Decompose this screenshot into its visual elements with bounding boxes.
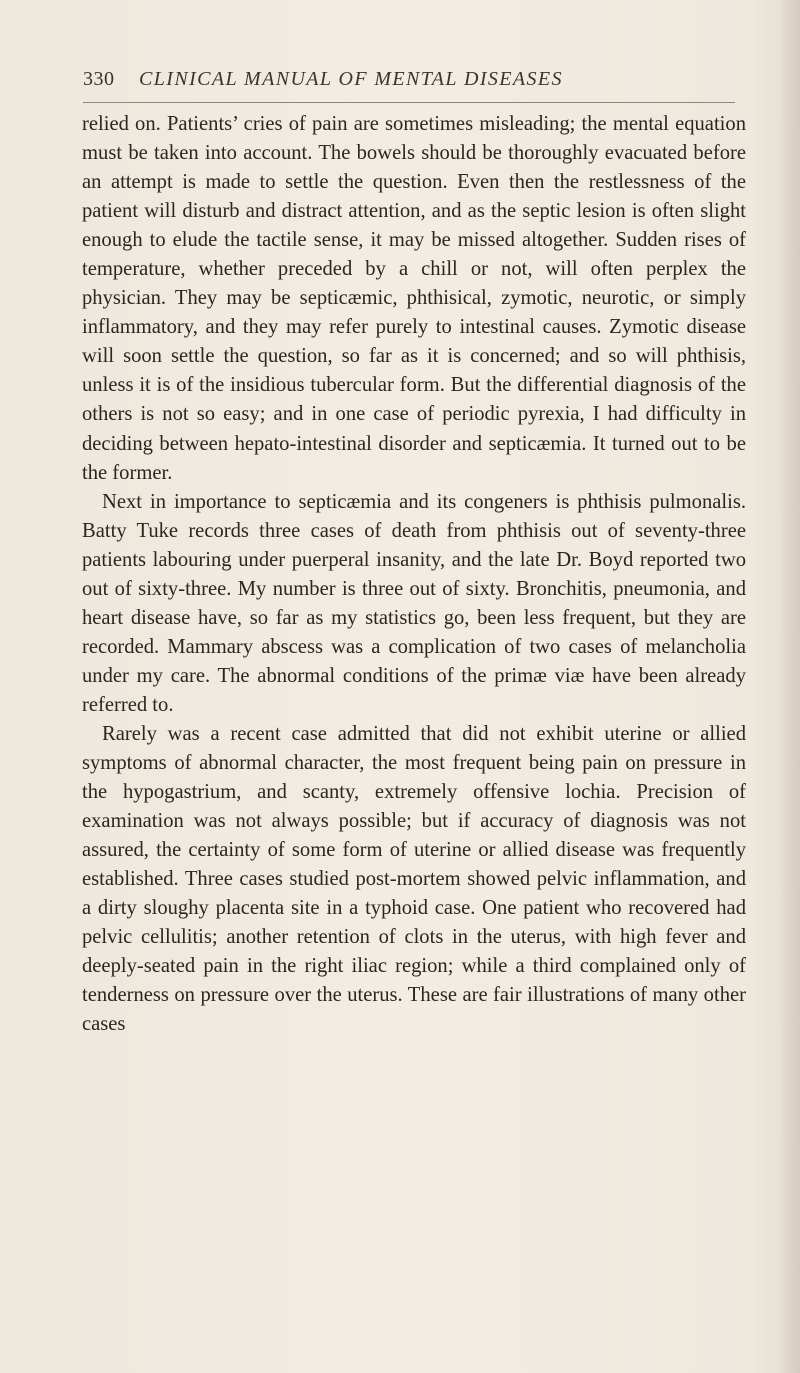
paragraph-phthisis: Next in importance to septicæmia and its congeners is phthisis pulmonalis. Batty Tuke records three cases of death from phthisis out of seventy-three patients labouring under puerperal insanity, and the late Dr. Boyd reported two out of sixty-three. My number is three out of sixty. Bronchitis, pneumonia, and heart disease have, so far as my statistics go, been less frequent, but they are recorded. Mammary abscess was a complication of two cases of melancholia under my care. The abnormal conditions of the primæ viæ have been already referred to. (82, 490, 746, 716)
running-head (83, 68, 743, 98)
page-number: 330 (83, 68, 115, 90)
book-title: CLINICAL MANUAL OF MENTAL DISEASES (139, 68, 563, 90)
page-edge-shadow (778, 0, 800, 1373)
paragraph-uterine: Rarely was a recent case admitted that did not exhibit uterine or allied symptoms of abnormal character, the most frequent being pain on pressure in the hypogastrium, and scanty, extremely offensive lochia. Precision of examination was not always possible; but if accuracy of diagnosis was not assured, the certainty of some form of uterine or allied disease was frequently established. Three cases studied post-mortem showed pelvic inflammation, and a dirty sloughy placenta site in a typhoid case. One patient who recovered had pelvic cellulitis; another retention of clots in the uterus, with high fever and deeply-seated pain in the right iliac region; while a third complained only of tenderness on pressure over the uterus. These are fair illustrations of many other cases (82, 722, 746, 1036)
paragraph-continuation: relied on. Patients’ cries of pain are sometimes misleading; the mental equation must be taken into account. The bowels should be thoroughly evacuated before an attempt is made to settle the question. Even then the restlessness of the patient will disturb and distract attention, and as the septic lesion is often slight enough to elude the tactile sense, it may be missed altogether. Sudden rises of temperature, whether preceded by a chill or not, will often perplex the physician. They may be septicæmic, phthisical, zymotic, neurotic, or simply inflammatory, and they may refer purely to intestinal causes. Zymotic disease will soon settle the question, so far as it is concerned; and so will phthisis, unless it is of the insidious tubercular form. But the differential diagnosis of the others is not so easy; and in one case of periodic pyrexia, I had difficulty in deciding between hepato-intestinal disorder and septicæmia. It turned out to be the former. (82, 113, 746, 484)
header-rule (83, 102, 735, 103)
body-text (82, 110, 746, 1040)
